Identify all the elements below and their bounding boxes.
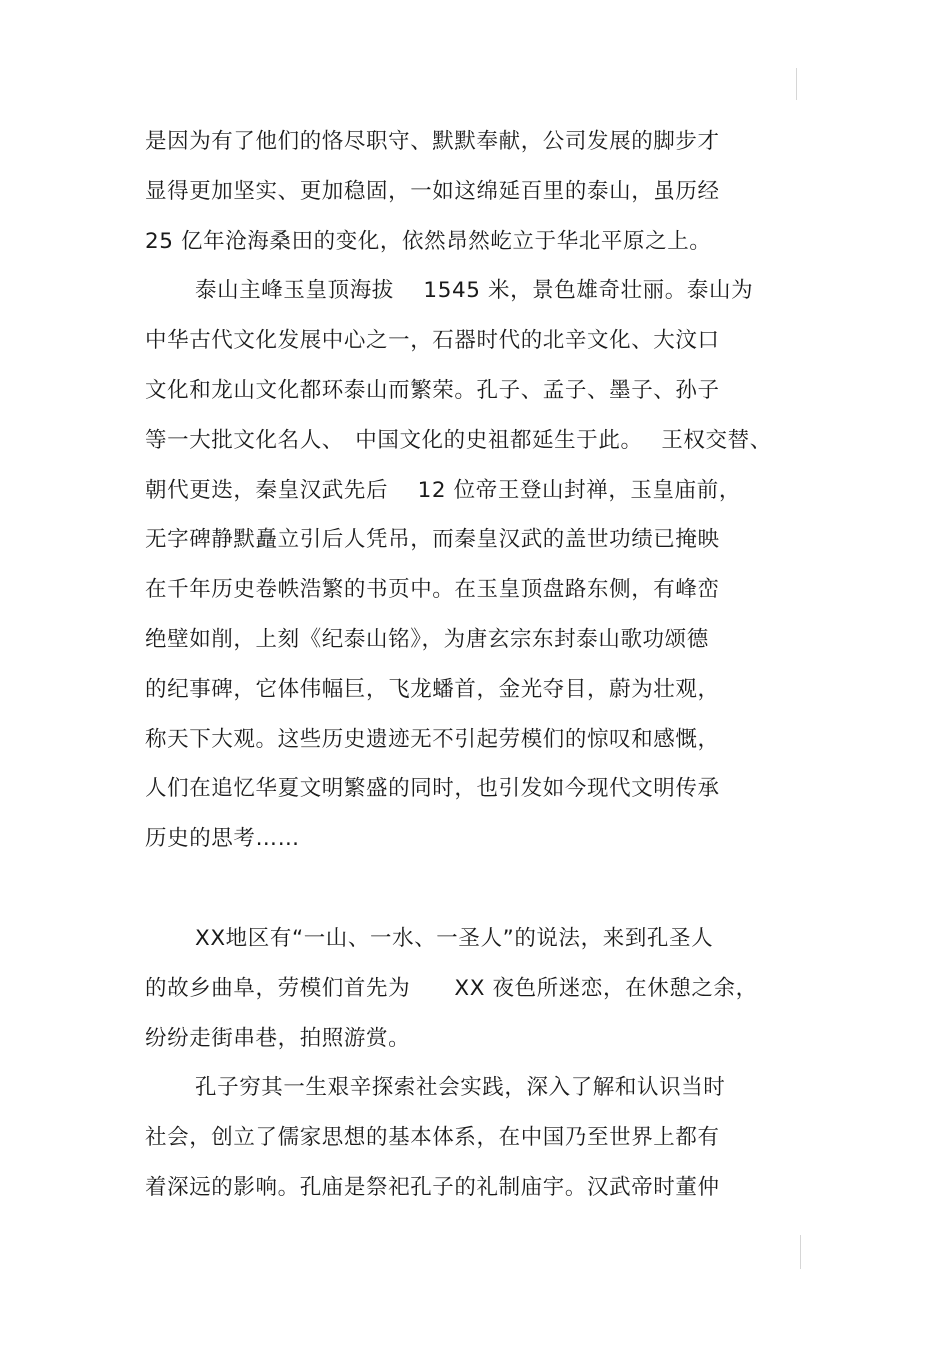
text-line: 文化和龙山文化都环泰山而繁荣。孔子、孟子、墨子、孙子 xyxy=(145,378,720,403)
text-line: 在千年历史卷帙浩繁的书页中。在玉皇顶盘路东侧，有峰峦 xyxy=(145,577,720,602)
text-line: XX地区有“一山、一水、一圣人”的说法，来到孔圣人 xyxy=(195,926,714,951)
text-line: 的纪事碑，它体伟幅巨，飞龙蟠首，金光夺目，蔚为壮观， xyxy=(145,677,720,702)
text-line: 朝代更迭，秦皇汉武先后 12 位帝王登山封禅，玉皇庙前， xyxy=(145,478,741,503)
text-line: 中华古代文化发展中心之一，石器时代的北辛文化、大汶口 xyxy=(145,328,720,353)
text-line: 绝壁如削，上刻《纪泰山铭》，为唐玄宗东封泰山歌功颂德 xyxy=(145,627,709,652)
page-corner-mark-bottom xyxy=(800,1235,801,1269)
text-line: 泰山主峰玉皇顶海拔 1545 米，景色雄奇壮丽。泰山为 xyxy=(195,278,754,303)
text-line: 是因为有了他们的恪尽职守、默默奉献，公司发展的脚步才 xyxy=(145,129,720,154)
text-line: 称天下大观。这些历史遗迹无不引起劳模们的惊叹和感慨， xyxy=(145,727,720,752)
text-line: 历史的思考…… xyxy=(145,826,300,851)
text-line: 25 亿年沧海桑田的变化，依然昂然屹立于华北平原之上。 xyxy=(145,229,712,254)
text-line: 社会，创立了儒家思想的基本体系，在中国乃至世界上都有 xyxy=(145,1125,720,1150)
text-line: 的故乡曲阜，劳模们首先为 XX 夜色所迷恋，在休憩之余， xyxy=(145,976,758,1001)
text-line: 孔子穷其一生艰辛探索社会实践，深入了解和认识当时 xyxy=(195,1075,726,1100)
text-line: 着深远的影响。孔庙是祭祀孔子的礼制庙宇。汉武帝时董仲 xyxy=(145,1175,720,1200)
text-line: 人们在追忆华夏文明繁盛的同时，也引发如今现代文明传承 xyxy=(145,776,720,801)
text-line: 等一大批文化名人、 中国文化的史祖都延生于此。 王权交替、 xyxy=(145,428,772,453)
text-line: 显得更加坚实、更加稳固，一如这绵延百里的泰山，虽历经 xyxy=(145,179,720,204)
text-line: 无字碑静默矗立引后人凭吊，而秦皇汉武的盖世功绩已掩映 xyxy=(145,527,720,552)
page-corner-mark-top xyxy=(796,68,797,100)
text-line: 纷纷走街串巷，拍照游赏。 xyxy=(145,1026,411,1051)
